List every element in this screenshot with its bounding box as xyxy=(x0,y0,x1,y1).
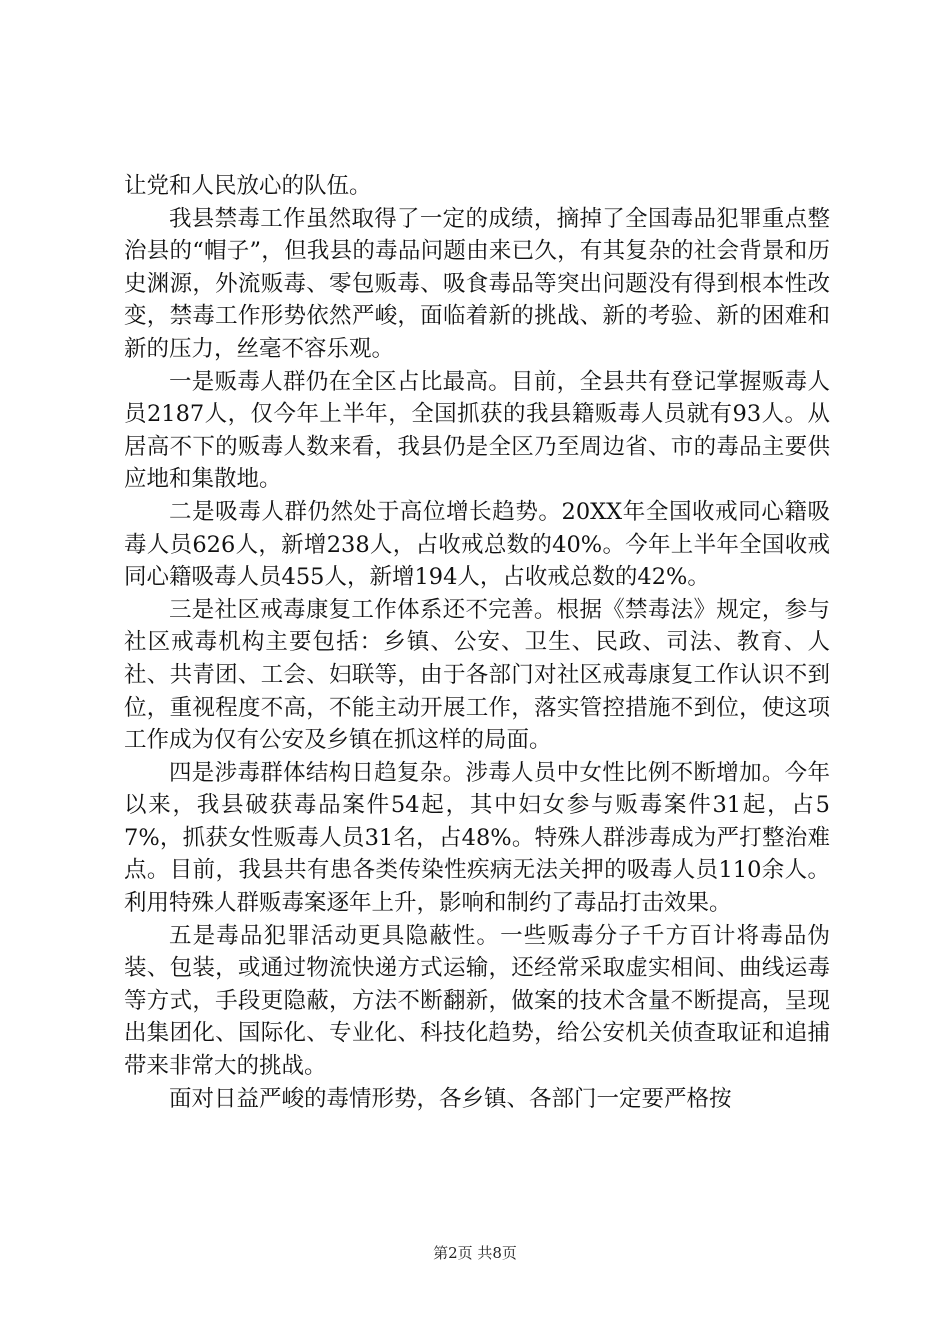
document-body xyxy=(124,170,830,1115)
paragraph-continuation: 让党和人民放心的队伍。 xyxy=(124,173,372,199)
paragraph-point-five: 五是毒品犯罪活动更具隐蔽性。一些贩毒分子千方百计将毒品伪装、包装，或通过物流快递方式运输，还经常采取虚实相间、曲线运毒等方式，手段更隐蔽，方法不断翻新，做案的技术含量不断提高，呈现出集团化、国际化、专业化、科技化趋势，给公安机关侦查取证和追捕带来非常大的挑战。 xyxy=(124,922,830,1080)
paragraph-point-four: 四是涉毒群体结构日趋复杂。涉毒人员中女性比例不断增加。今年以来，我县破获毒品案件54起，其中妇女参与贩毒案件31起，占57%，抓获女性贩毒人员31名，占48%。特殊人群涉毒成为严打整治难点。目前，我县共有患各类传染性疾病无法关押的吸毒人员110余人。利用特殊人群贩毒案逐年上升，影响和制约了毒品打击效果。 xyxy=(124,759,830,917)
paragraph-point-two: 二是吸毒人群仍然处于高位增长趋势。20XX年全国收戒同心籍吸毒人员626人，新增238人，占收戒总数的40%。今年上半年全国收戒同心籍吸毒人员455人，新增194人，占收戒总数的42%。 xyxy=(124,498,830,591)
paragraph-point-three: 三是社区戒毒康复工作体系还不完善。根据《禁毒法》规定，参与社区戒毒机构主要包括：乡镇、公安、卫生、民政、司法、教育、人社、共青团、工会、妇联等，由于各部门对社区戒毒康复工作认识不到位，重视程度不高，不能主动开展工作，落实管控措施不到位，使这项工作成为仅有公安及乡镇在抓这样的局面。 xyxy=(124,596,830,754)
page-number: 第2页 共8页 xyxy=(433,1244,517,1262)
paragraph-situation: 我县禁毒工作虽然取得了一定的成绩，摘掉了全国毒品犯罪重点整治县的“帽子”，但我县的毒品问题由来已久，有其复杂的社会背景和历史渊源，外流贩毒、零包贩毒、吸食毒品等突出问题没有得到根本性改变，禁毒工作形势依然严峻，面临着新的挑战、新的考验、新的困难和新的压力，丝毫不容乐观。 xyxy=(124,205,830,362)
paragraph-closing: 面对日益严峻的毒情形势，各乡镇、各部门一定要严格按 xyxy=(169,1085,732,1112)
paragraph-point-one: 一是贩毒人群仍在全区占比最高。目前，全县共有登记掌握贩毒人员2187人，仅今年上半年，全国抓获的我县籍贩毒人员就有93人。从居高不下的贩毒人数来看，我县仍是全区乃至周边省、市的毒品主要供应地和集散地。 xyxy=(124,368,830,493)
